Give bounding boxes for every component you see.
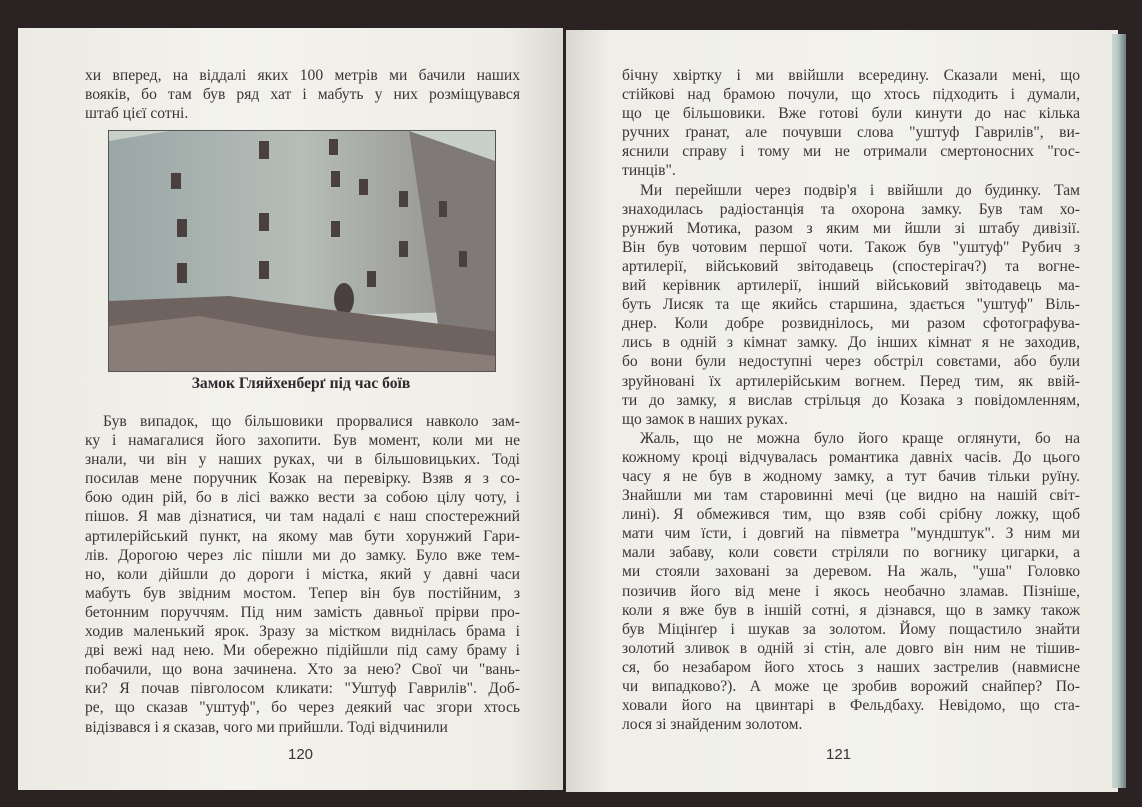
text-line: золотий зливок в одній зі стін, але довго він ним не тішив- [622, 639, 1080, 657]
text-line: тинців". [622, 162, 676, 180]
castle-photo-image [109, 131, 495, 371]
text-line: Знайшли ми там старовинні мечі (це видно на нашій світ- [622, 487, 1080, 505]
text-line: Був випадок, що більшовики прорвалися навколо зам- [103, 413, 520, 430]
text-line: позичив його від мене і якось необачно зламав. Пізніше, [622, 582, 1080, 600]
text-line: артилерійський пункт, на якому мав бути хорунжий Гари- [85, 527, 520, 545]
text-line: рунжий Мотика, разом з яким ми йшли зі штабу дивізії. [622, 219, 1080, 237]
photo-caption: Замок Гляйхенберґ під час боїв [191, 375, 411, 392]
text-line: що це більшовики. Вже готові були кинути до нас кілька [622, 105, 1080, 123]
text-line: днер. Коли добре розвиднілось, ми разом сфотографува- [622, 315, 1080, 333]
text-line: Жаль, що не можна було його краще оглянути, бо на [640, 429, 1080, 447]
text-line: ре, що сказав "уштуф", бо через деякий час згори хтось [85, 699, 520, 717]
text-line: що замок в наших руках. [622, 410, 788, 428]
paragraph [622, 66, 1080, 181]
text-line: буть Лисяк та ще якийсь старшина, здається "уштуф" Віль- [622, 296, 1080, 314]
text-line: хи вперед, на віддалі яких 100 метрів ми бачили наших [85, 67, 520, 84]
text-line: лині). Я обмежився тим, що взяв собі срібну ложку, щоб [622, 506, 1080, 524]
text-line: лося зі знайденим золотом. [622, 716, 803, 734]
text-line: ми стояли заховані за деревом. На жаль, "уша" Головко [622, 563, 1080, 581]
text-line: чи випадково?). А може це зробив ворожий снайпер? По- [622, 678, 1080, 695]
paragraph [622, 181, 1080, 429]
text-line: Він був чотовим першої чоти. Також був "уштуф" Рубич з [622, 238, 1080, 256]
text-line: лись в одній з кімнат замку. До інших кімнат я не заходив, [622, 334, 1080, 352]
left-paragraph [85, 412, 520, 737]
text-line: відізвався і я сказав, чого ми прийшли. Тоді відчинили [85, 718, 448, 736]
page-number-left: 120 [288, 746, 314, 763]
page-number-right: 121 [826, 746, 852, 763]
text-line: кожному кроці відчувалась романтика давніх часів. До цього [622, 448, 1080, 466]
text-line: яснили справу і тому ми не отримали смертоносних "гос- [622, 143, 1080, 161]
text-line: пішов. Я мав дізнатися, чи там надалі є наш спостережний [85, 508, 520, 526]
text-line: артилерії, військовий звітодавець (спостерігач?) та вогне- [622, 257, 1080, 275]
text-line: ся, бо незабаром його хтось з наших застрелив (навмисне [622, 658, 1080, 676]
text-line: ходив маленький ярок. Зразу за містком виднілась брама і [85, 623, 520, 641]
text-line: знали, чи він у наших руках, чи в більшовицьких. Тоді [85, 451, 520, 469]
text-line: Ми перейшли через подвір'я і ввійшли до будинку. Там [640, 181, 1080, 199]
castle-photo [108, 130, 496, 372]
text-line: зруйновані їх артилерійським вогнем. Перед тим, як ввій- [622, 372, 1080, 390]
text-line: дві вежі над нею. Ми обережно підійшли під саму браму і [85, 642, 520, 660]
text-line: мати чим їсти, і довгий на півметра "мундштук". З ним ми [622, 525, 1080, 543]
text-line: штаб цієї сотні. [85, 105, 189, 123]
text-line: но, коли дійшли до дороги і містка, який у давні часи [85, 565, 520, 583]
text-line: стійкові над брамою почули, що хтось підходить і думали, [622, 86, 1080, 104]
text-line: бою один рій, бо в лісі важко вести за собою цілу чоту, і [85, 489, 520, 507]
text-line: знаходилась радіостанція та охорона замку. Був там хо- [622, 200, 1080, 218]
text-line: часу я не був в жодному замку, а тут бачив тільки руїну. [622, 467, 1080, 485]
text-line: вояків, бо там був ряд хат і мабуть у них розміщувався [85, 86, 520, 104]
right-text [622, 66, 1080, 734]
text-line: коли я вже був в іншій сотні, я дізнався, що в замку також [622, 601, 1080, 619]
text-line: бічну хвіртку і ми ввійшли всередину. Сказали мені, що [622, 67, 1080, 84]
text-line: вий керівник артилерії, інший військовий звітодавець ма- [622, 277, 1080, 295]
text-line: лів. Дорогою через ліс пішли ми до замку. Було вже тем- [85, 546, 520, 564]
left-top-paragraph [85, 66, 520, 123]
book-edge [1112, 34, 1126, 788]
text-line: ручних ґранат, але почувши слова "уштуф Гаврилів", ви- [622, 124, 1080, 142]
text-line: мали забаву, коли совєти стріляли по вогнику цигарки, а [622, 544, 1080, 562]
text-line: ховали його на цвинтарі в Фельдбаху. Невідомо, що ста- [622, 697, 1080, 715]
text-line: мабуть був звідним мостом. Тепер він був постійним, з [85, 584, 520, 602]
text-line: посилав мене поручник Козак на перевірку. Взяв я з со- [85, 470, 520, 488]
text-line: ки? Я почав півголосом кликати: "Уштуф Гаврилів". Доб- [85, 680, 520, 698]
text-line: побачили, що вона зачинена. Хто за нею? Свої чи "вань- [85, 661, 520, 679]
text-line: був Міцінґер і шукав за золотом. Йому пощастило знайти [622, 620, 1080, 638]
text-line: бетонним поруччям. Під ним замість давньої прірви про- [85, 603, 520, 621]
text-line: ку і намагалися його захопити. Був момент, коли ми не [85, 432, 520, 450]
text-line: бо вони були недоступні через обстріл совєтами, або були [622, 353, 1080, 371]
paragraph [622, 429, 1080, 735]
text-line: ти до замку, я вислав стрільця до Козака з повідомленням, [622, 391, 1080, 409]
